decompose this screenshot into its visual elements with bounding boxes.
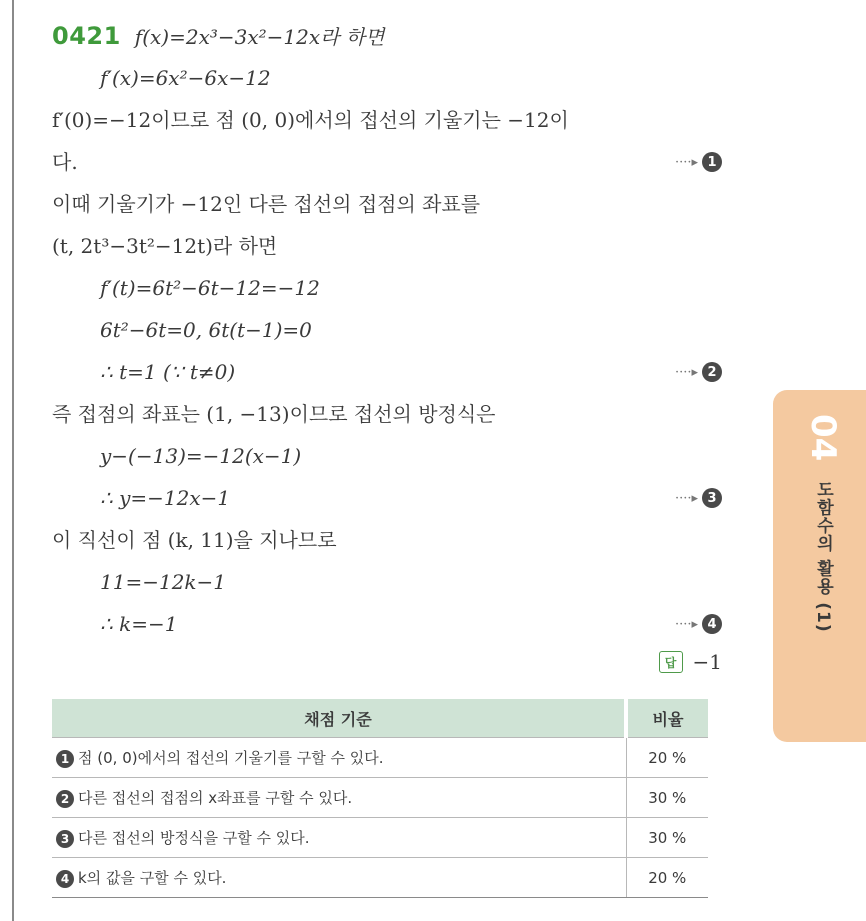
grading-criteria-table: [52, 699, 708, 898]
table-row: [52, 818, 708, 858]
step-marker-4: ····▸ 4: [675, 610, 722, 638]
solution-line-1: 0421 f(x)=2x³−3x²−12x라 하면: [52, 22, 385, 50]
step-badge: 3: [702, 488, 722, 508]
criteria-text: 점 (0, 0)에서의 접선의 기울기를 구할 수 있다.: [78, 749, 384, 767]
ratio-cell: 20 %: [626, 738, 708, 778]
table-header-row: [52, 699, 708, 738]
criteria-header: 채점 기준: [52, 699, 626, 738]
solution-line-6: (t, 2t³−3t²−12t)라 하면: [52, 234, 278, 258]
chapter-side-tab[interactable]: [773, 390, 866, 742]
solution-line-7: f′(t)=6t²−6t−12=−12: [100, 276, 320, 300]
ratio-cell: 20 %: [626, 858, 708, 898]
ratio-header: 비율: [626, 699, 708, 738]
ratio-cell: 30 %: [626, 778, 708, 818]
table-row: [52, 738, 708, 778]
solution-line-9: ∴ t=1 (∵ t≠0): [100, 360, 236, 384]
solution-line-15: ∴ k=−1: [100, 612, 178, 636]
step-badge: 2: [702, 362, 722, 382]
step-badge: 4: [56, 870, 74, 888]
solution-line-12: ∴ y=−12x−1: [100, 486, 231, 510]
step-badge: 1: [56, 750, 74, 768]
left-margin-rule: [12, 0, 14, 921]
step-badge: 4: [702, 614, 722, 634]
solution-line-8: 6t²−6t=0, 6t(t−1)=0: [100, 318, 312, 342]
step-badge: 3: [56, 830, 74, 848]
solution-line-13: 이 직선이 점 (k, 11)을 지나므로: [52, 528, 337, 552]
criteria-text: 다른 접선의 방정식을 구할 수 있다.: [78, 829, 310, 847]
table-row: [52, 778, 708, 818]
solution-line-5: 이때 기울기가 −12인 다른 접선의 접점의 좌표를: [52, 192, 481, 216]
chapter-title: 도함수의 활용 (1): [813, 480, 833, 633]
step-marker-1: ····▸ 1: [675, 148, 722, 176]
step-badge: 1: [702, 152, 722, 172]
solution-line-4: 다.: [52, 150, 78, 174]
criteria-text: 다른 접선의 접점의 x좌표를 구할 수 있다.: [78, 789, 353, 807]
final-answer: [659, 648, 722, 676]
step-marker-3: ····▸ 3: [675, 484, 722, 512]
solution-line-2: f′(x)=6x²−6x−12: [100, 66, 271, 90]
solution-line-14: 11=−12k−1: [100, 570, 227, 594]
chapter-number: 04: [803, 414, 843, 462]
ratio-cell: 30 %: [626, 818, 708, 858]
problem-number: 0421: [52, 22, 121, 50]
solution-line-11: y−(−13)=−12(x−1): [100, 444, 302, 468]
answer-value: −1: [692, 650, 722, 674]
solution-line-10: 즉 접점의 좌표는 (1, −13)이므로 접선의 방정식은: [52, 402, 496, 426]
answer-icon: 답: [659, 651, 683, 673]
table-row: [52, 858, 708, 898]
step-badge: 2: [56, 790, 74, 808]
step-marker-2: ····▸ 2: [675, 358, 722, 386]
criteria-text: k의 값을 구할 수 있다.: [78, 869, 227, 887]
solution-line-3: f′(0)=−12이므로 점 (0, 0)에서의 접선의 기울기는 −12이: [52, 108, 569, 132]
